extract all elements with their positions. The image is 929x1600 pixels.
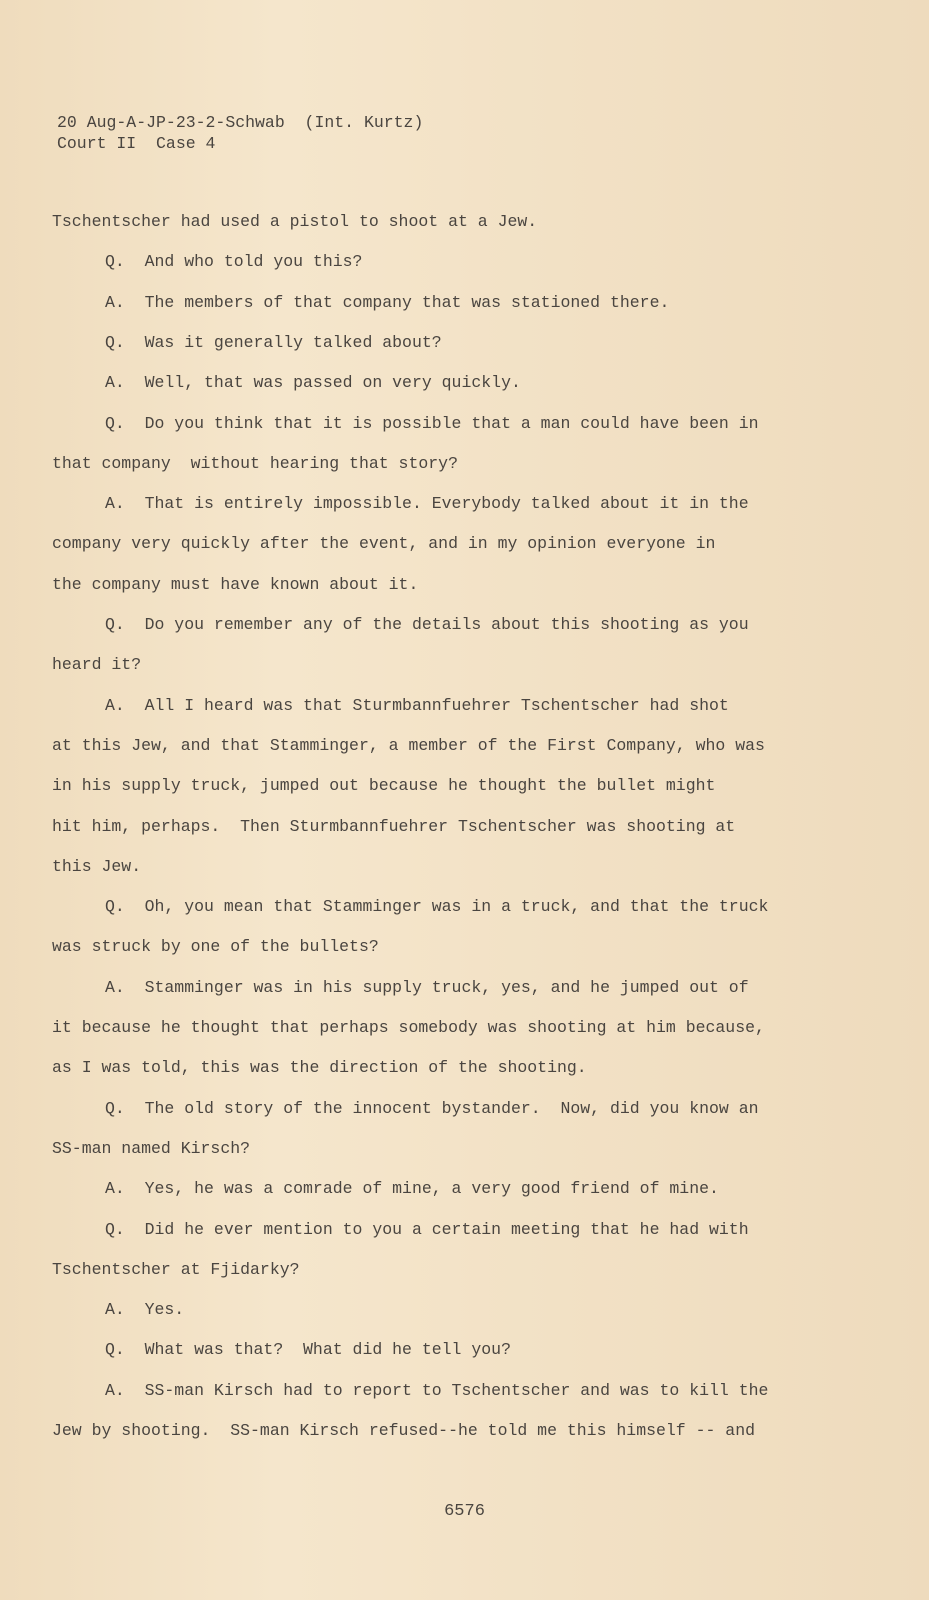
transcript-line: A. All I heard was that Sturmbannfuehrer Tschentscher had shot <box>105 695 729 715</box>
transcript-line: it because he thought that perhaps somebody was shooting at him because, <box>52 1018 765 1037</box>
document-header <box>57 112 423 154</box>
transcript-line: Q. Do you remember any of the details about this shooting as you <box>105 615 749 634</box>
transcript-line: Q. The old story of the innocent bystander. Now, did you know an <box>105 1098 759 1118</box>
transcript-line: Jew by shooting. SS-man Kirsch refused--he told me this himself -- and <box>52 1421 756 1440</box>
transcript-line: at this Jew, and that Stamminger, a member of the First Company, who was <box>52 735 765 755</box>
transcript-line: A. Well, that was passed on very quickly. <box>105 373 521 393</box>
transcript-line: as I was told, this was the direction of the shooting. <box>52 1058 587 1078</box>
transcript-line: A. Yes. <box>105 1300 185 1320</box>
transcript-line: heard it? <box>52 655 142 675</box>
transcript-line: A. The members of that company that was stationed there. <box>105 292 670 312</box>
transcript-line: company very quickly after the event, and in my opinion everyone in <box>52 534 716 554</box>
transcript-line: Q. Do you think that it is possible that a man could have been in <box>105 413 759 433</box>
transcript-line: was struck by one of the bullets? <box>52 937 379 957</box>
transcript-line: Q. What was that? What did he tell you? <box>105 1340 511 1360</box>
transcript-line: this Jew. <box>52 856 142 876</box>
transcript-line: Q. Was it generally talked about? <box>105 332 442 352</box>
transcript-line: hit him, perhaps. Then Sturmbannfuehrer Tschentscher was shooting at <box>52 816 736 836</box>
page-number: 6576 <box>444 1502 485 1521</box>
transcript-line: in his supply truck, jumped out because he thought the bullet might <box>52 776 716 796</box>
transcript-line: A. Yes, he was a comrade of mine, a very good friend of mine. <box>105 1179 719 1199</box>
transcript-line: Q. Did he ever mention to you a certain meeting that he had with <box>105 1219 749 1239</box>
transcript-line: that company without hearing that story? <box>52 453 458 473</box>
transcript-line: Q. Oh, you mean that Stamminger was in a truck, and that the truck <box>105 897 769 917</box>
transcript-line: Tschentscher at Fjidarky? <box>52 1259 300 1279</box>
header-court: Court II Case 4 <box>57 134 216 153</box>
transcript-line: the company must have known about it. <box>52 574 419 594</box>
transcript-line: Q. And who told you this? <box>105 252 363 272</box>
transcript-line: SS-man named Kirsch? <box>52 1138 251 1158</box>
header-reference: 20 Aug-A-JP-23-2-Schwab (Int. Kurtz) <box>57 113 424 132</box>
transcript-line: A. Stamminger was in his supply truck, yes, and he jumped out of <box>105 977 749 997</box>
transcript-line: Tschentscher had used a pistol to shoot at a Jew. <box>52 212 538 231</box>
transcript-line: A. SS-man Kirsch had to report to Tschentscher and was to kill the <box>105 1380 769 1400</box>
transcript-line: A. That is entirely impossible. Everybody talked about it in the <box>105 494 749 514</box>
